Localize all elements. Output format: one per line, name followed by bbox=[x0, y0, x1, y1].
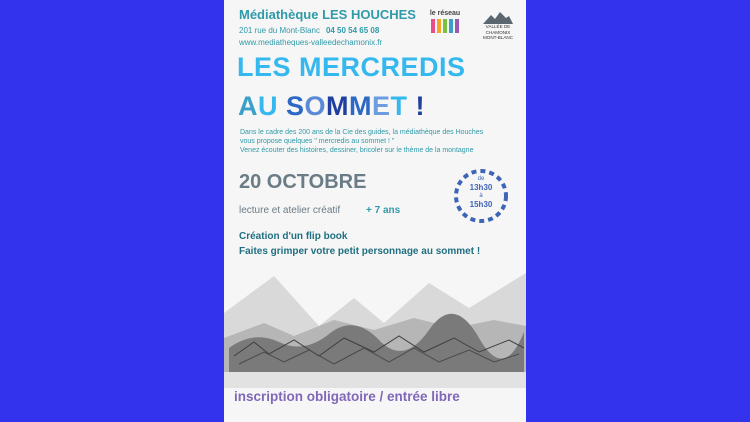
title-letter: E bbox=[372, 91, 391, 121]
address: 201 rue du Mont-Blanc bbox=[239, 26, 320, 35]
intro-text bbox=[240, 128, 483, 155]
title-letter: M bbox=[349, 91, 373, 121]
event-activity: lecture et atelier créatif bbox=[239, 205, 341, 216]
intro-line-3: Venez écouter des histoires, dessiner, bricoler sur le thème de la montagne bbox=[240, 147, 474, 154]
title-line-2 bbox=[238, 91, 425, 122]
title-line-1: LES MERCREDIS bbox=[237, 52, 466, 82]
address-line bbox=[239, 26, 379, 35]
title-letter: O bbox=[304, 91, 327, 121]
vallee-logo-line2: MONT-BLANC bbox=[482, 35, 514, 40]
reseau-logo-bars bbox=[427, 19, 463, 33]
phone: 04 50 54 65 08 bbox=[325, 26, 380, 35]
title-letter bbox=[278, 91, 286, 122]
poster bbox=[224, 0, 526, 422]
title-letter: T bbox=[390, 91, 408, 121]
vallee-logo-line1: VALLÉE DE CHAMONIX bbox=[485, 24, 511, 35]
creation-subtitle: Faites grimper votre petit personnage au sommet ! bbox=[239, 246, 481, 257]
time-end: 15h30 bbox=[469, 200, 493, 209]
registration-footer: inscription obligatoire / entrée libre bbox=[234, 389, 460, 404]
intro-line-2: vous propose quelques " mercredis au sommet ! " bbox=[240, 138, 395, 145]
event-date: 20 OCTOBRE bbox=[239, 171, 367, 193]
time-badge bbox=[452, 167, 510, 225]
mountain-logo-icon bbox=[483, 12, 513, 24]
creation-title: Création d'un flip book bbox=[239, 231, 348, 242]
title-letter: S bbox=[286, 91, 305, 121]
intro-line-1: Dans le cadre des 200 ans de la Cie des guides, la médiathèque des Houches bbox=[240, 129, 484, 136]
time-start: 13h30 bbox=[469, 183, 493, 192]
title-letter bbox=[408, 91, 416, 122]
time-to-label: à bbox=[479, 193, 483, 199]
website: www.mediatheques-valleedechamonix.fr bbox=[239, 38, 383, 47]
reseau-logo bbox=[427, 10, 463, 40]
title-letter: ! bbox=[415, 91, 426, 121]
reseau-logo-text: le réseau bbox=[429, 10, 461, 17]
title-letter: M bbox=[326, 91, 350, 121]
title-letter: U bbox=[258, 91, 278, 121]
title-letter: A bbox=[238, 91, 258, 121]
event-age: + 7 ans bbox=[366, 205, 401, 216]
time-from-label: de bbox=[477, 176, 485, 182]
vallee-chamonix-logo bbox=[475, 12, 521, 41]
mountain-illustration bbox=[224, 268, 526, 388]
library-name: Médiathèque LES HOUCHES bbox=[239, 7, 416, 22]
